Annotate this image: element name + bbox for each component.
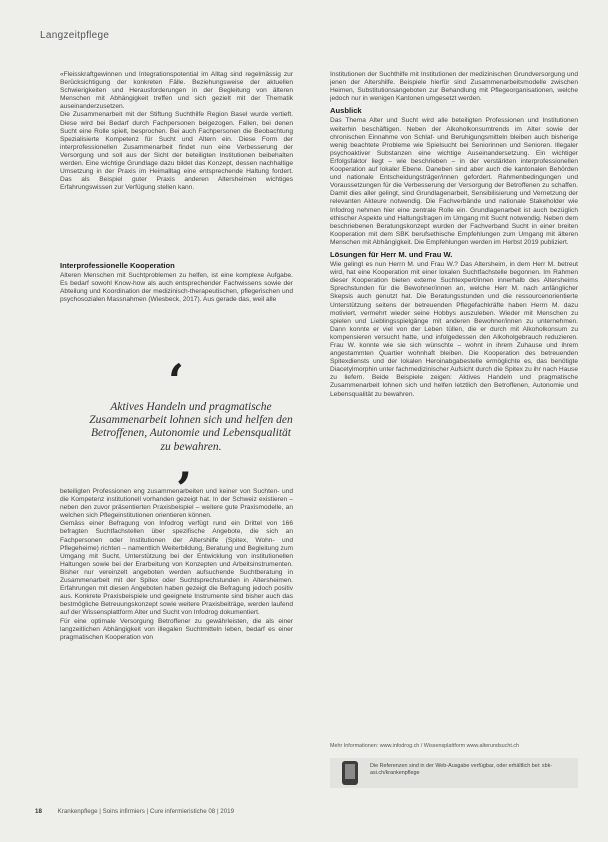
left-column-middle <box>60 272 293 350</box>
paragraph: Das Thema Alter und Sucht wird alle beteiligten Professionen und Institutionen weiterhin beschäftigen. Neben der Alkoholkonsumtrends im Alter sowie der chronischen Einnahme von Schlaf- und Beruhigungsmitteln bleiben auch bisherige wenig beachtete Probleme wie Spielsucht bei Seniorinnen und Senioren. Illegaler psychoaktiver Substanzen eine wichtige Auseinandersetzung. Ein wichtiger Erfolgsfaktor liegt – wie beschrieben – in der verstärkten interprofessionellen Kooperation auf lokaler Ebene. Daneben sind aber auch die kantonalen Behörden und nationale Entscheidungsträger/innen gefordert. Rahmenbedingungen und Voraussetzungen für die Verbesserung der Versorgung der Betroffenen zu schaffen. Damit dies aller gelingt, sind Grundlagenarbeit, Sensibilisierung und Vernetzung der relevanten Akteure notwendig. Die Fachverbände und nationale Stakeholder wie Infodrog nehmen hier eine zentrale Rolle ein. Grundlagenarbeit ist auch bezüglich ethischer Aspekte und Haltungsfragen im Umgang mit Sucht notwendig. Neben dem beschriebenen Beratungskonzept wurden der Fachverband Sucht in einer breiten Kooperation mit dem SBK berufsethische Empfehlungen zum Umgang mit älteren Menschen mit Abhängigkeit. Die Empfehlungen werden im Herbst 2019 publiziert. <box>330 117 578 246</box>
paragraph: Institutionen der Suchthilfe mit Institutionen der medizinischen Grundversorgung und jenen der Altershilfe. Beispiele hierfür sind Zusammenarbeitsmodelle zwischen Heimen, Substitutionsangeboten zur Behandlung mit Pflegeorganisationen, welche jedoch nur in wenigen Kantonen umgesetzt werden. <box>330 71 578 103</box>
infobox-text: Die Referenzen sind in der Web-Ausgabe verfügbar, oder erhältlich bei: sbk-asi.ch/krankenpflege <box>370 763 553 776</box>
left-column-bottom <box>60 488 293 810</box>
footnote: Mehr Informationen: www.infodrog.ch / Wissensplattform www.alterundsucht.ch <box>330 743 520 749</box>
paragraph: Älteren Menschen mit Suchtproblemen zu helfen, ist eine komplexe Aufgabe. Es bedarf sowohl Know-how als auch entsprechender Fachwissens sowie der Abteilung und Koordination der medizinisch-therapeutischen, pflegerischen und psychosozialen Massnahmen (Wiesbeck, 2017). Aus gerade das, weil alle <box>60 272 293 304</box>
heading-ausblick: Ausblick <box>330 106 362 116</box>
paragraph: Für eine optimale Versorgung Betroffener zu gewährleisten, die als einer langzeitlichen Abhängigkeit von illegalen Suchtmitteln leben, bedarf es einer pragmatischen Kooperation von <box>60 617 293 641</box>
journal-line: Krankenpflege | Soins infirmiers | Cure infermieristiche 08 | 2019 <box>57 808 235 815</box>
left-column-top <box>60 71 293 257</box>
page-number: 18 <box>35 808 42 815</box>
paragraph: Gemäss einer Befragung von Infodrog verfügt rund ein Drittel von 166 befragten Suchtfachstellen über spezifische Angebote, die sich an Fachpersonen oder Institutionen der Altershilfe (Spitex, Wohn- und Pflegeheime) richten – namentlich Weiterbildung, Beratung und Begleitung zum Umgang mit Sucht, Unterstützung bei der Entwicklung von institutionellen Haltungen sowie bei der Erarbeitung von Konzepten und Arbeitsinstrumenten. Bisher nur vereinzelt angeboten werden aufsuchende Suchtberatung in Zusammenarbeit mit der Spitex oder Suchtsprechstunden in Altersheimen. Erfahrungen mit diesen Angeboten haben gezeigt die Befragung jedoch positiv aus. Konkrete Praxisbeispiele und geeignete Instrumente sind bisher auch das bestmögliche Betreuungskonzept sowie weitere Praxisbeiträge, werden laufend auf der Wissensplattform Alter und Sucht von Infodrog dokumentiert. <box>60 520 293 617</box>
paragraph: Wie gelingt es nun Herrn M. und Frau W.? Das Altersheim, in dem Herr M. betreut wird, hat eine Kooperation mit einer lokalen Suchtfachstelle begonnen. Im Rahmen dieser Kooperation bieten externe Suchtexpert/innen innerhalb des Altersheims Sprechstunden für die Bewohner/innen an, welche Herr M. nach anfänglicher Skepsis auch genutzt hat. Die Beratungsstunden und die ressourcenorientierte Unterstützung seitens der betreuenden Pflegefachkräfte haben Herrn M. dazu motiviert, vermehrt wieder seine Hobbys auszuleben. Wieder mit Menschen zu spielen und Lieblingsspielgänge mit anderen Bewohner/innen zu unternehmen. Dann konnte er viel von der Leben tüllen, die er durch mit Alkoholkonsum zu kompensieren versucht hatte, und infolgedessen den Alkoholgebrauch reduzieren. Frau W. konnte wie sie sich wünschte – wohnt in ihrem Zuhause und ihrem angestammten Quartier wohnhaft bleiben. Die Kooperation des betreuenden Spitexdiensts und der lokalen Heroinabgabestelle ermöglichte es, das benötigte Diacetylmorphin unter fachmedizinischer Aufsicht durch die Spitex zu ihr nach Hause zu liefern. Beide Beispiele zeigen: Aktives Handeln und pragmatische Zusammenarbeit lohnen sich und helfen letztlich den Betroffenen, Autonomie und Lebensqualität zu bewahren. <box>330 261 578 398</box>
quote-open-mark: ‘ <box>168 354 185 408</box>
page-footer <box>35 808 575 815</box>
paragraph: beteiligten Professionen eng zusammenarbeiten und keiner von Suchten- und die Kompetenz institutionell vorhanden gezeigt hat. In der Schweiz existieren – neben den zuvor präsentierten Praxisbeispiel – weitere gute Praxismodelle, an welchen sich Pflegeinstitutionen orientieren können. <box>60 488 293 520</box>
paragraph: «Fleisskraftgewinnen und Integrationspotential im Alltag sind regelmässig zur Berücksichtigung der konkreten Fälle. Beziehungsweise der aktuellen Schwierigkeiten und Herausforderungen in der Begleitung von älteren Menschen mit Abhängigkeit treffen und sich gezielt mit der Thematik auseinanderzusetzen. <box>60 71 293 111</box>
heading-kooperation: Interprofessionelle Kooperation <box>60 261 175 270</box>
section-header: Langzeitpflege <box>40 30 110 41</box>
heading-loesungen: Lösungen für Herr M. und Frau W. <box>330 249 453 259</box>
quote-close-mark: ’ <box>176 462 193 516</box>
pull-quote: Aktives Handeln und pragmatische Zusammenarbeit lohnen sich und helfen den Betroffenen, Autonomie und Lebensqualität zu bewahren. <box>89 401 293 453</box>
right-column <box>330 71 578 751</box>
smartphone-icon <box>342 761 358 785</box>
paragraph: Die Zusammenarbeit mit der Stiftung Suchthilfe Region Basel wurde vertieft. Diese wird bei Bedarf durch Fachpersonen beigezogen. Fallen, bei denen Sucht eine Rolle spielt, besprochen. Bei auch Fachpersonen die Beobachtung Spezialisierte Kompetenz für Sucht und Altern ein. Diese Form der interprofessionellen Zusammenarbeit findet nun eine Verbesserung der Versorgung und soll aus der Sicht der beteiligten Institutionen beibehalten werden. Eine wichtige Grundlage dazu bildet das Konzept, dessen nachhaltige Umsetzung in der Praxis im Heimalltag eine entsprechende Haltung fordert. Das als Beispiel guter Praxis anderen Altersheimen wichtiges Erfahrungswissen zur Verfügung stellen kann. <box>60 111 293 192</box>
